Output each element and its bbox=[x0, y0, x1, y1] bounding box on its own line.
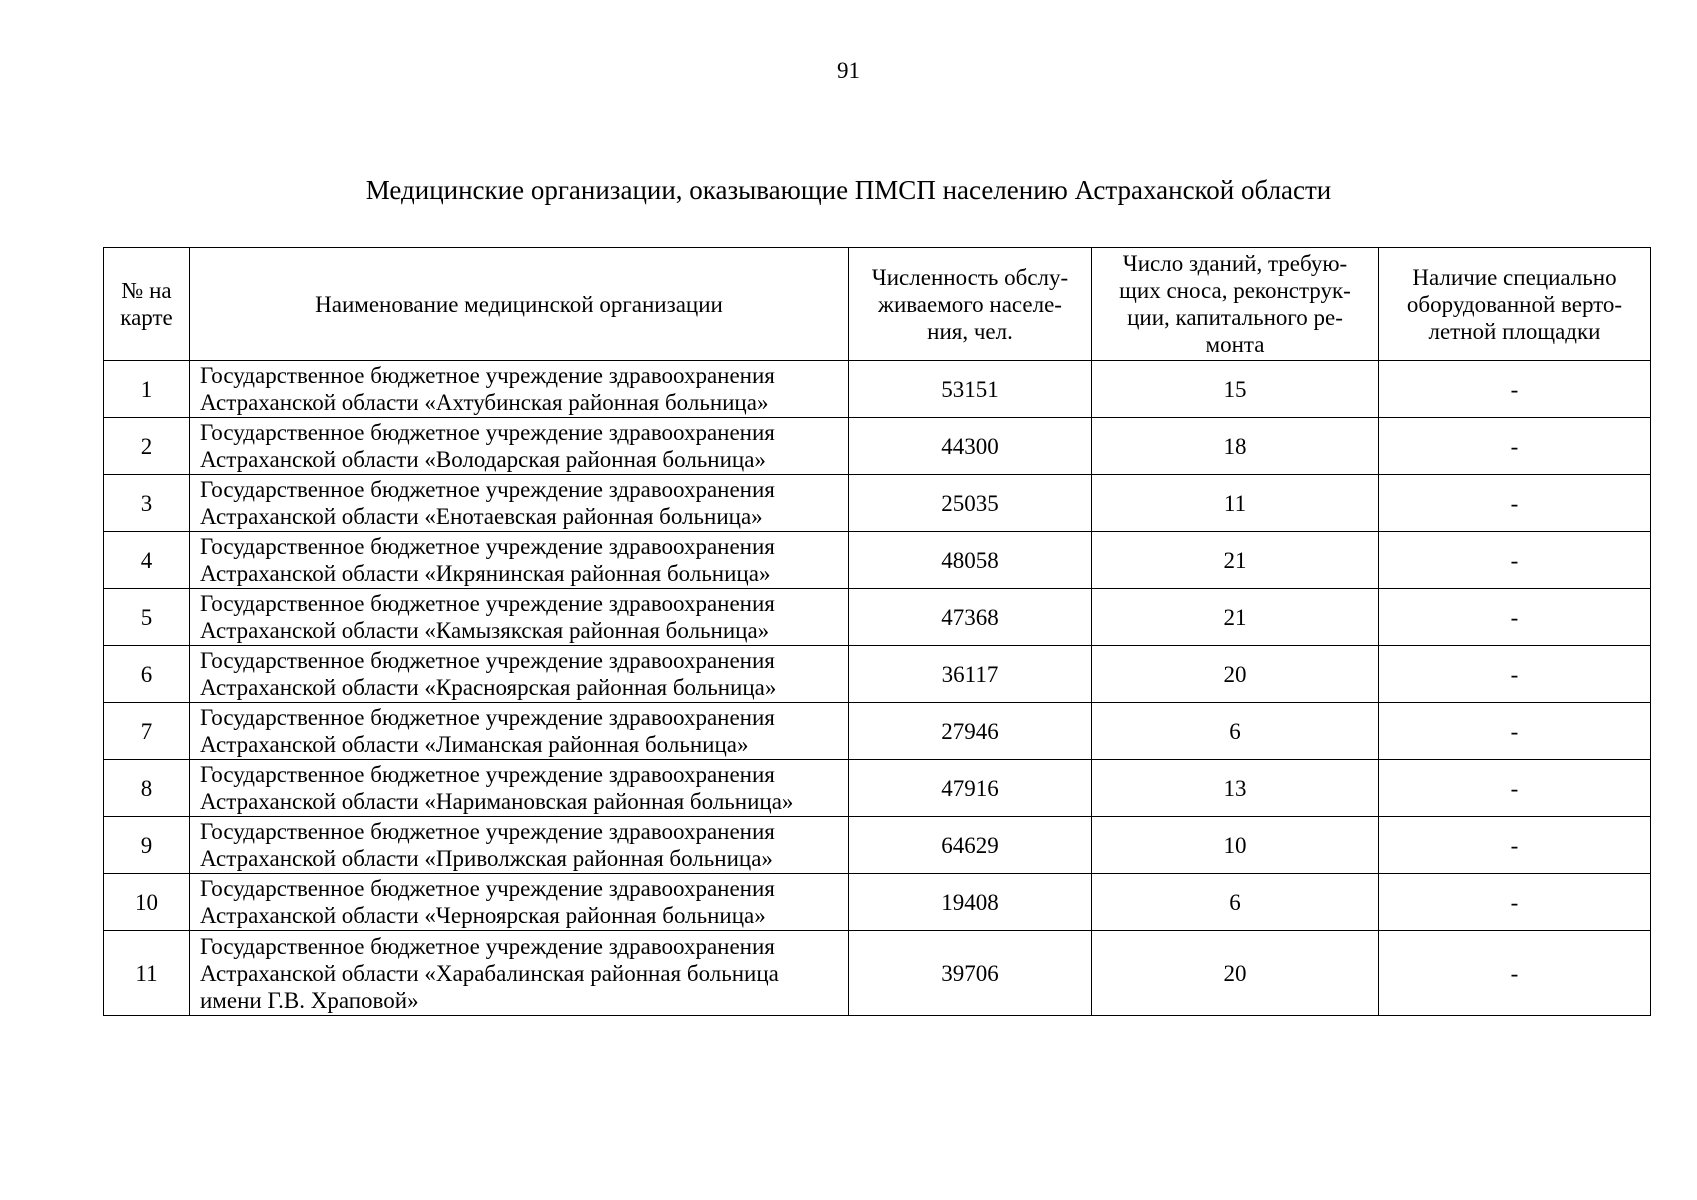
cell-buildings: 6 bbox=[1092, 874, 1379, 931]
table-row bbox=[104, 874, 1651, 931]
cell-organization-name bbox=[190, 703, 849, 760]
table-row bbox=[104, 646, 1651, 703]
cell-buildings: 20 bbox=[1092, 646, 1379, 703]
cell-num: 10 bbox=[104, 874, 190, 931]
text-line: Государственное бюджетное учреждение здравоохранения bbox=[200, 876, 775, 901]
table-header bbox=[104, 248, 1651, 361]
text-line: Наименование медицинской организации bbox=[315, 291, 723, 317]
cell-num: 3 bbox=[104, 475, 190, 532]
text-line: Астраханской области «Черноярская районная больница» bbox=[200, 903, 766, 928]
cell-buildings: 6 bbox=[1092, 703, 1379, 760]
text-line: Государственное бюджетное учреждение здравоохранения bbox=[200, 591, 775, 616]
cell-population: 47368 bbox=[849, 589, 1092, 646]
cell-buildings: 18 bbox=[1092, 418, 1379, 475]
cell-num: 2 bbox=[104, 418, 190, 475]
document-title: Медицинские организации, оказывающие ПМСП населению Астраханской области bbox=[365, 175, 1332, 205]
cell-organization-name bbox=[190, 361, 849, 418]
text-line: № на bbox=[121, 278, 172, 303]
text-line: Астраханской области «Володарская районная больница» bbox=[200, 447, 766, 472]
cell-organization-name bbox=[190, 817, 849, 874]
medical-organizations-table bbox=[103, 247, 1651, 1016]
text-line: Государственное бюджетное учреждение здравоохранения bbox=[200, 762, 775, 787]
header-population bbox=[849, 248, 1092, 361]
table-row bbox=[104, 931, 1651, 1016]
text-line: Астраханской области «Харабалинская районная больница bbox=[200, 960, 779, 986]
cell-num: 5 bbox=[104, 589, 190, 646]
text-line: Численность обслу- bbox=[871, 264, 1069, 290]
cell-num: 1 bbox=[104, 361, 190, 418]
text-line: ции, капитального ре- bbox=[1127, 305, 1343, 330]
cell-population: 25035 bbox=[849, 475, 1092, 532]
page-number: 91 bbox=[837, 58, 860, 83]
text-line: летной площадки bbox=[1428, 318, 1601, 344]
cell-num: 7 bbox=[104, 703, 190, 760]
text-line: Государственное бюджетное учреждение здравоохранения bbox=[200, 648, 775, 673]
cell-num: 6 bbox=[104, 646, 190, 703]
cell-organization-name bbox=[190, 646, 849, 703]
header-name bbox=[190, 248, 849, 361]
text-line: карте bbox=[120, 305, 173, 330]
cell-population: 64629 bbox=[849, 817, 1092, 874]
cell-num: 9 bbox=[104, 817, 190, 874]
text-line: оборудованной верто- bbox=[1406, 291, 1623, 317]
table-row bbox=[104, 418, 1651, 475]
cell-helipad: - bbox=[1379, 931, 1651, 1016]
cell-helipad: - bbox=[1379, 703, 1651, 760]
table-body bbox=[104, 361, 1651, 1016]
text-line: Астраханской области «Ахтубинская районная больница» bbox=[200, 390, 769, 415]
cell-buildings: 21 bbox=[1092, 532, 1379, 589]
cell-buildings: 11 bbox=[1092, 475, 1379, 532]
cell-helipad: - bbox=[1379, 817, 1651, 874]
cell-population: 47916 bbox=[849, 760, 1092, 817]
cell-helipad: - bbox=[1379, 532, 1651, 589]
cell-organization-name bbox=[190, 532, 849, 589]
text-line: Число зданий, требую- bbox=[1122, 251, 1348, 276]
table-row bbox=[104, 361, 1651, 418]
table-row bbox=[104, 475, 1651, 532]
table-row bbox=[104, 760, 1651, 817]
cell-population: 44300 bbox=[849, 418, 1092, 475]
cell-population: 36117 bbox=[849, 646, 1092, 703]
cell-buildings: 20 bbox=[1092, 931, 1379, 1016]
text-line: Астраханской области «Камызякская районная больница» bbox=[200, 618, 770, 643]
text-line: Астраханской области «Икрянинская районная больница» bbox=[200, 561, 771, 586]
cell-helipad: - bbox=[1379, 418, 1651, 475]
cell-population: 19408 bbox=[849, 874, 1092, 931]
text-line: Астраханской области «Красноярская районная больница» bbox=[200, 675, 777, 700]
cell-num: 11 bbox=[104, 931, 190, 1016]
cell-buildings: 10 bbox=[1092, 817, 1379, 874]
cell-helipad: - bbox=[1379, 589, 1651, 646]
header-helipad bbox=[1379, 248, 1651, 361]
text-line: ния, чел. bbox=[927, 318, 1013, 344]
text-line: Наличие специально bbox=[1412, 264, 1617, 290]
cell-organization-name bbox=[190, 874, 849, 931]
header-num bbox=[104, 248, 190, 361]
text-line: Астраханской области «Енотаевская районная больница» bbox=[200, 504, 763, 529]
cell-population: 39706 bbox=[849, 931, 1092, 1016]
cell-helipad: - bbox=[1379, 874, 1651, 931]
text-line: Государственное бюджетное учреждение здравоохранения bbox=[200, 363, 775, 388]
cell-population: 48058 bbox=[849, 532, 1092, 589]
cell-population: 53151 bbox=[849, 361, 1092, 418]
cell-organization-name bbox=[190, 931, 849, 1016]
text-line: Государственное бюджетное учреждение здравоохранения bbox=[200, 534, 775, 559]
cell-population: 27946 bbox=[849, 703, 1092, 760]
cell-organization-name bbox=[190, 760, 849, 817]
cell-num: 4 bbox=[104, 532, 190, 589]
text-line: монта bbox=[1205, 332, 1265, 357]
text-line: Государственное бюджетное учреждение здравоохранения bbox=[200, 420, 775, 445]
table-row bbox=[104, 703, 1651, 760]
cell-helipad: - bbox=[1379, 760, 1651, 817]
cell-organization-name bbox=[190, 418, 849, 475]
text-line: Астраханской области «Лиманская районная больница» bbox=[200, 732, 749, 757]
text-line: Астраханской области «Приволжская районная больница» bbox=[200, 846, 773, 871]
cell-helipad: - bbox=[1379, 475, 1651, 532]
cell-helipad: - bbox=[1379, 361, 1651, 418]
cell-buildings: 15 bbox=[1092, 361, 1379, 418]
cell-buildings: 13 bbox=[1092, 760, 1379, 817]
text-line: щих сноса, реконструк- bbox=[1119, 278, 1351, 303]
text-line: Государственное бюджетное учреждение здравоохранения bbox=[200, 705, 775, 730]
table-row bbox=[104, 532, 1651, 589]
text-line: живаемого населе- bbox=[878, 291, 1062, 317]
cell-organization-name bbox=[190, 475, 849, 532]
text-line: Астраханской области «Наримановская районная больница» bbox=[200, 789, 794, 814]
header-buildings bbox=[1092, 248, 1379, 361]
table-row bbox=[104, 589, 1651, 646]
text-line: Государственное бюджетное учреждение здравоохранения bbox=[200, 477, 775, 502]
text-line: Государственное бюджетное учреждение здравоохранения bbox=[200, 933, 775, 959]
cell-num: 8 bbox=[104, 760, 190, 817]
table-row bbox=[104, 817, 1651, 874]
text-line: имени Г.В. Храповой» bbox=[200, 987, 419, 1013]
header-row bbox=[104, 248, 1651, 361]
cell-helipad: - bbox=[1379, 646, 1651, 703]
text-line: Государственное бюджетное учреждение здравоохранения bbox=[200, 819, 775, 844]
cell-organization-name bbox=[190, 589, 849, 646]
cell-buildings: 21 bbox=[1092, 589, 1379, 646]
